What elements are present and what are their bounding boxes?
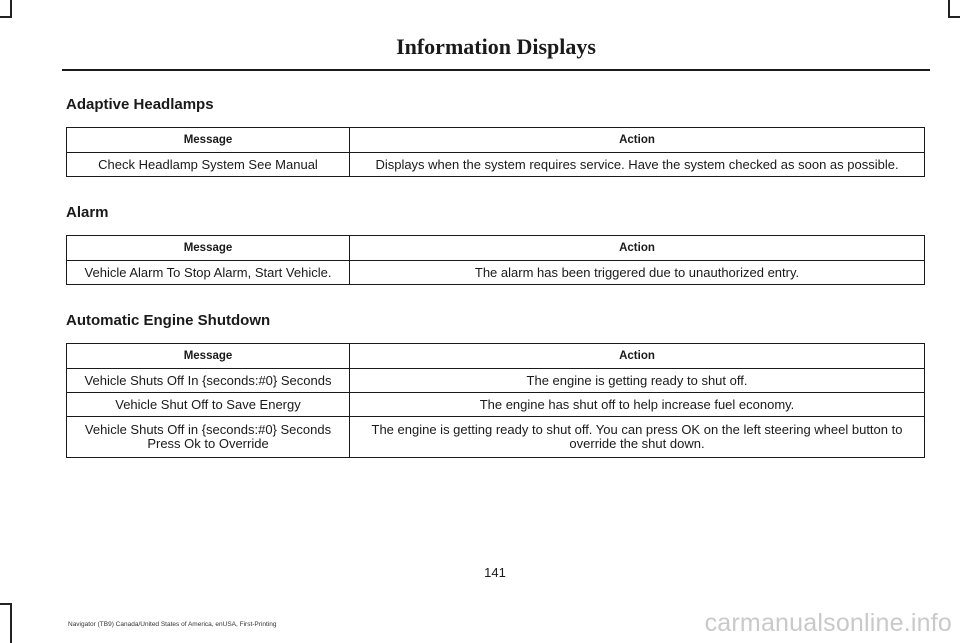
title-divider xyxy=(62,69,930,71)
section-heading: Alarm xyxy=(66,204,109,221)
publication-footer: Navigator (TB9) Canada/United States of America, enUSA, First-Printing xyxy=(68,621,277,628)
message-table xyxy=(66,343,925,458)
page-title: Information Displays xyxy=(396,34,596,59)
action-cell: Displays when the system requires service. Have the system checked as soon as possible. xyxy=(350,153,925,177)
column-header-action: Action xyxy=(350,236,925,261)
section-heading: Automatic Engine Shutdown xyxy=(66,312,271,329)
message-cell: Vehicle Shut Off to Save Energy xyxy=(67,393,350,417)
section-adaptive-headlamps xyxy=(66,95,926,177)
watermark: carmanualsonline.info xyxy=(704,609,952,637)
table-header-row xyxy=(67,344,925,369)
table-header-row xyxy=(67,128,925,153)
action-cell: The engine is getting ready to shut off. xyxy=(350,369,925,393)
section-automatic-engine-shutdown xyxy=(66,311,926,458)
message-cell: Vehicle Alarm To Stop Alarm, Start Vehicle. xyxy=(67,261,350,285)
crop-mark-top-left-horizontal xyxy=(0,16,12,18)
page-number: 141 xyxy=(484,565,506,580)
action-cell: The engine has shut off to help increase fuel economy. xyxy=(350,393,925,417)
section-heading: Adaptive Headlamps xyxy=(66,96,214,113)
column-header-message: Message xyxy=(67,128,350,153)
table-header-row xyxy=(67,236,925,261)
table-row xyxy=(67,393,925,417)
action-cell: The alarm has been triggered due to unauthorized entry. xyxy=(350,261,925,285)
message-cell: Vehicle Shuts Off in {seconds:#0} Seconds Press Ok to Override xyxy=(67,417,350,458)
message-table xyxy=(66,127,925,177)
column-header-action: Action xyxy=(350,128,925,153)
table-row xyxy=(67,369,925,393)
table-row xyxy=(67,153,925,177)
crop-mark-top-right-horizontal xyxy=(948,16,960,18)
crop-mark-bottom-left-vertical xyxy=(10,603,12,643)
message-table xyxy=(66,235,925,285)
crop-mark-bottom-left-horizontal xyxy=(0,603,12,605)
message-cell: Vehicle Shuts Off In {seconds:#0} Seconds xyxy=(67,369,350,393)
section-alarm xyxy=(66,203,926,285)
column-header-message: Message xyxy=(67,344,350,369)
column-header-message: Message xyxy=(67,236,350,261)
table-row xyxy=(67,261,925,285)
action-cell: The engine is getting ready to shut off. You can press OK on the left steering wheel button to override the shut down. xyxy=(350,417,925,458)
message-cell: Check Headlamp System See Manual xyxy=(67,153,350,177)
column-header-action: Action xyxy=(350,344,925,369)
table-row xyxy=(67,417,925,458)
